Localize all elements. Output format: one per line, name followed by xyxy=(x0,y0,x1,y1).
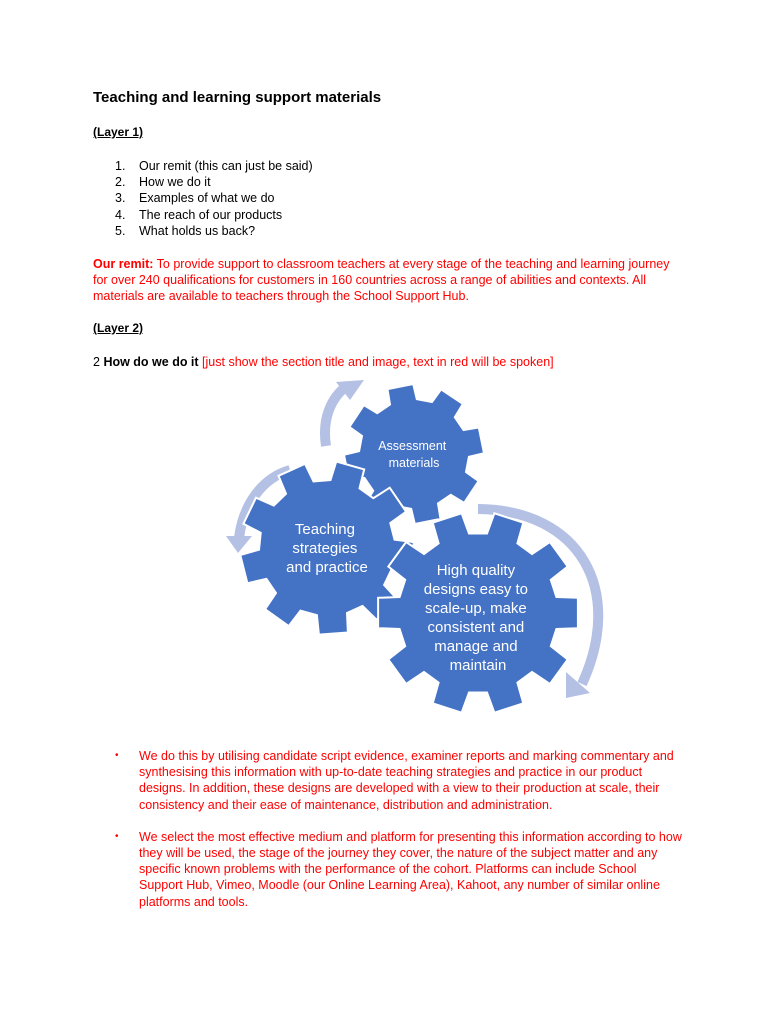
list-item xyxy=(93,190,653,206)
bullet-list xyxy=(93,748,683,926)
gear-label-line: materials xyxy=(388,456,440,470)
document-title: Teaching and learning support materials xyxy=(93,89,382,106)
layer-2-heading: (Layer 2) xyxy=(93,321,144,335)
section-note: [just show the section title and image, text in red will be spoken] xyxy=(198,355,554,369)
gear-label-line: manage and xyxy=(434,638,518,655)
gear-label-line: strategies xyxy=(292,540,358,557)
list-item xyxy=(93,207,653,223)
gear-label-line: High quality xyxy=(436,562,516,579)
list-number: 2. xyxy=(115,175,126,190)
gear-label-line: Assessment xyxy=(378,439,447,453)
bullet-dot: • xyxy=(115,750,119,761)
gear-label-line: Teaching xyxy=(294,521,355,538)
list-item xyxy=(93,829,683,910)
list-text: How we do it xyxy=(139,175,211,190)
remit-paragraph xyxy=(93,256,683,305)
list-number: 5. xyxy=(115,223,126,238)
cycle-arrowhead-left xyxy=(226,536,252,553)
list-item xyxy=(93,174,653,190)
list-text: What holds us back? xyxy=(139,223,256,238)
list-item xyxy=(93,158,653,174)
section-number: 2 xyxy=(93,355,104,369)
list-text: Our remit (this can just be said) xyxy=(139,159,313,173)
remit-label: Our remit: xyxy=(93,257,154,271)
gear-label-line: designs easy to xyxy=(423,581,529,598)
list-text: Examples of what we do xyxy=(139,191,275,206)
layer-1-heading: (Layer 1) xyxy=(93,125,144,139)
list-number: 3. xyxy=(115,191,126,206)
remit-text: To provide support to classroom teachers at every stage of the teaching and learning journey for over 240 qualifications for customers in 160 countries across a range of abilities and contexts. All materials are available to teachers through the School Support Hub. xyxy=(93,257,670,304)
contents-list xyxy=(93,158,653,239)
list-item xyxy=(93,223,653,239)
gears-diagram xyxy=(0,380,768,720)
list-number: 4. xyxy=(115,207,126,222)
list-item xyxy=(93,748,683,813)
gear-label-line: scale-up, make xyxy=(425,600,527,617)
section-heading xyxy=(93,354,554,370)
gear-label-line: maintain xyxy=(449,657,507,674)
list-text: The reach of our products xyxy=(139,207,283,222)
bullet-dot: • xyxy=(115,830,119,842)
gear-label-line: consistent and xyxy=(427,619,525,636)
bullet-text: We do this by utilising candidate script evidence, examiner reports and marking commentary and synthesising this information with up-to-date teaching strategies and practice in our product designs. In addition, these designs are developed with a view to their production at scale, their consistency and their ease of maintenance, distribution and administration. xyxy=(139,749,674,812)
gear-teaching-label xyxy=(286,521,368,576)
list-number: 1. xyxy=(115,159,126,173)
bullet-text: We select the most effective medium and platform for presenting this information according to how they will be used, the stage of the journey they cover, the nature of the subject matter and any specific known problems with the performance of the cohort. Platforms can include School Support Hub, Vimeo, Moodle (our Online Learning Area), Kahoot, any number of similar online platforms and tools. xyxy=(139,829,682,909)
cycle-arrow-top xyxy=(325,385,348,446)
gear-label-line: and practice xyxy=(286,559,368,576)
section-title: How do we do it xyxy=(103,355,199,369)
